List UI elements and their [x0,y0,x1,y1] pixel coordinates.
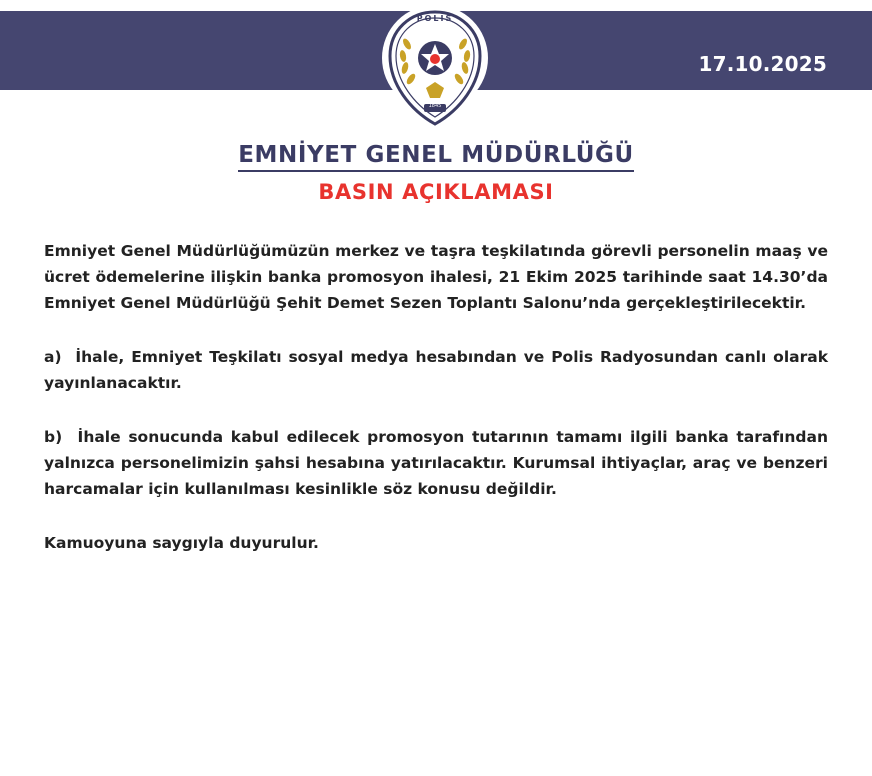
date-label: 17.10.2025 [698,52,827,76]
closing-paragraph: Kamuoyuna saygıyla duyurulur. [44,534,319,552]
press-release-body [44,238,828,556]
badge-top-text: POLIS [416,14,454,23]
title-block [0,142,872,204]
main-title: EMNİYET GENEL MÜDÜRLÜĞÜ [238,142,634,172]
item-a-paragraph: a) İhale, Emniyet Teşkilatı sosyal medya hesabından ve Polis Radyosundan canlı olarak yayınlanacaktır. [44,348,828,392]
item-b-paragraph: b) İhale sonucunda kabul edilecek promosyon tutarının tamamı ilgili banka tarafından yalnızca personelimizin şahsi hesabına yatırılacaktır. Kurumsal ihtiyaçlar, araç ve benzeri harcamalar için kullanılması kesinlikle söz konusu değildir. [44,428,828,498]
police-badge-logo [380,6,490,128]
sub-title: BASIN AÇIKLAMASI [318,180,554,204]
badge-year: 1845 [428,103,442,109]
intro-paragraph: Emniyet Genel Müdürlüğümüzün merkez ve taşra teşkilatında görevli personelin maaş ve ücret ödemelerine ilişkin banka promosyon ihalesi, 21 Ekim 2025 tarihinde saat 14.30’da Emniyet Genel Müdürlüğü Şehit Demet Sezen Toplantı Salonu’nda gerçekleştirilecektir. [44,242,828,312]
